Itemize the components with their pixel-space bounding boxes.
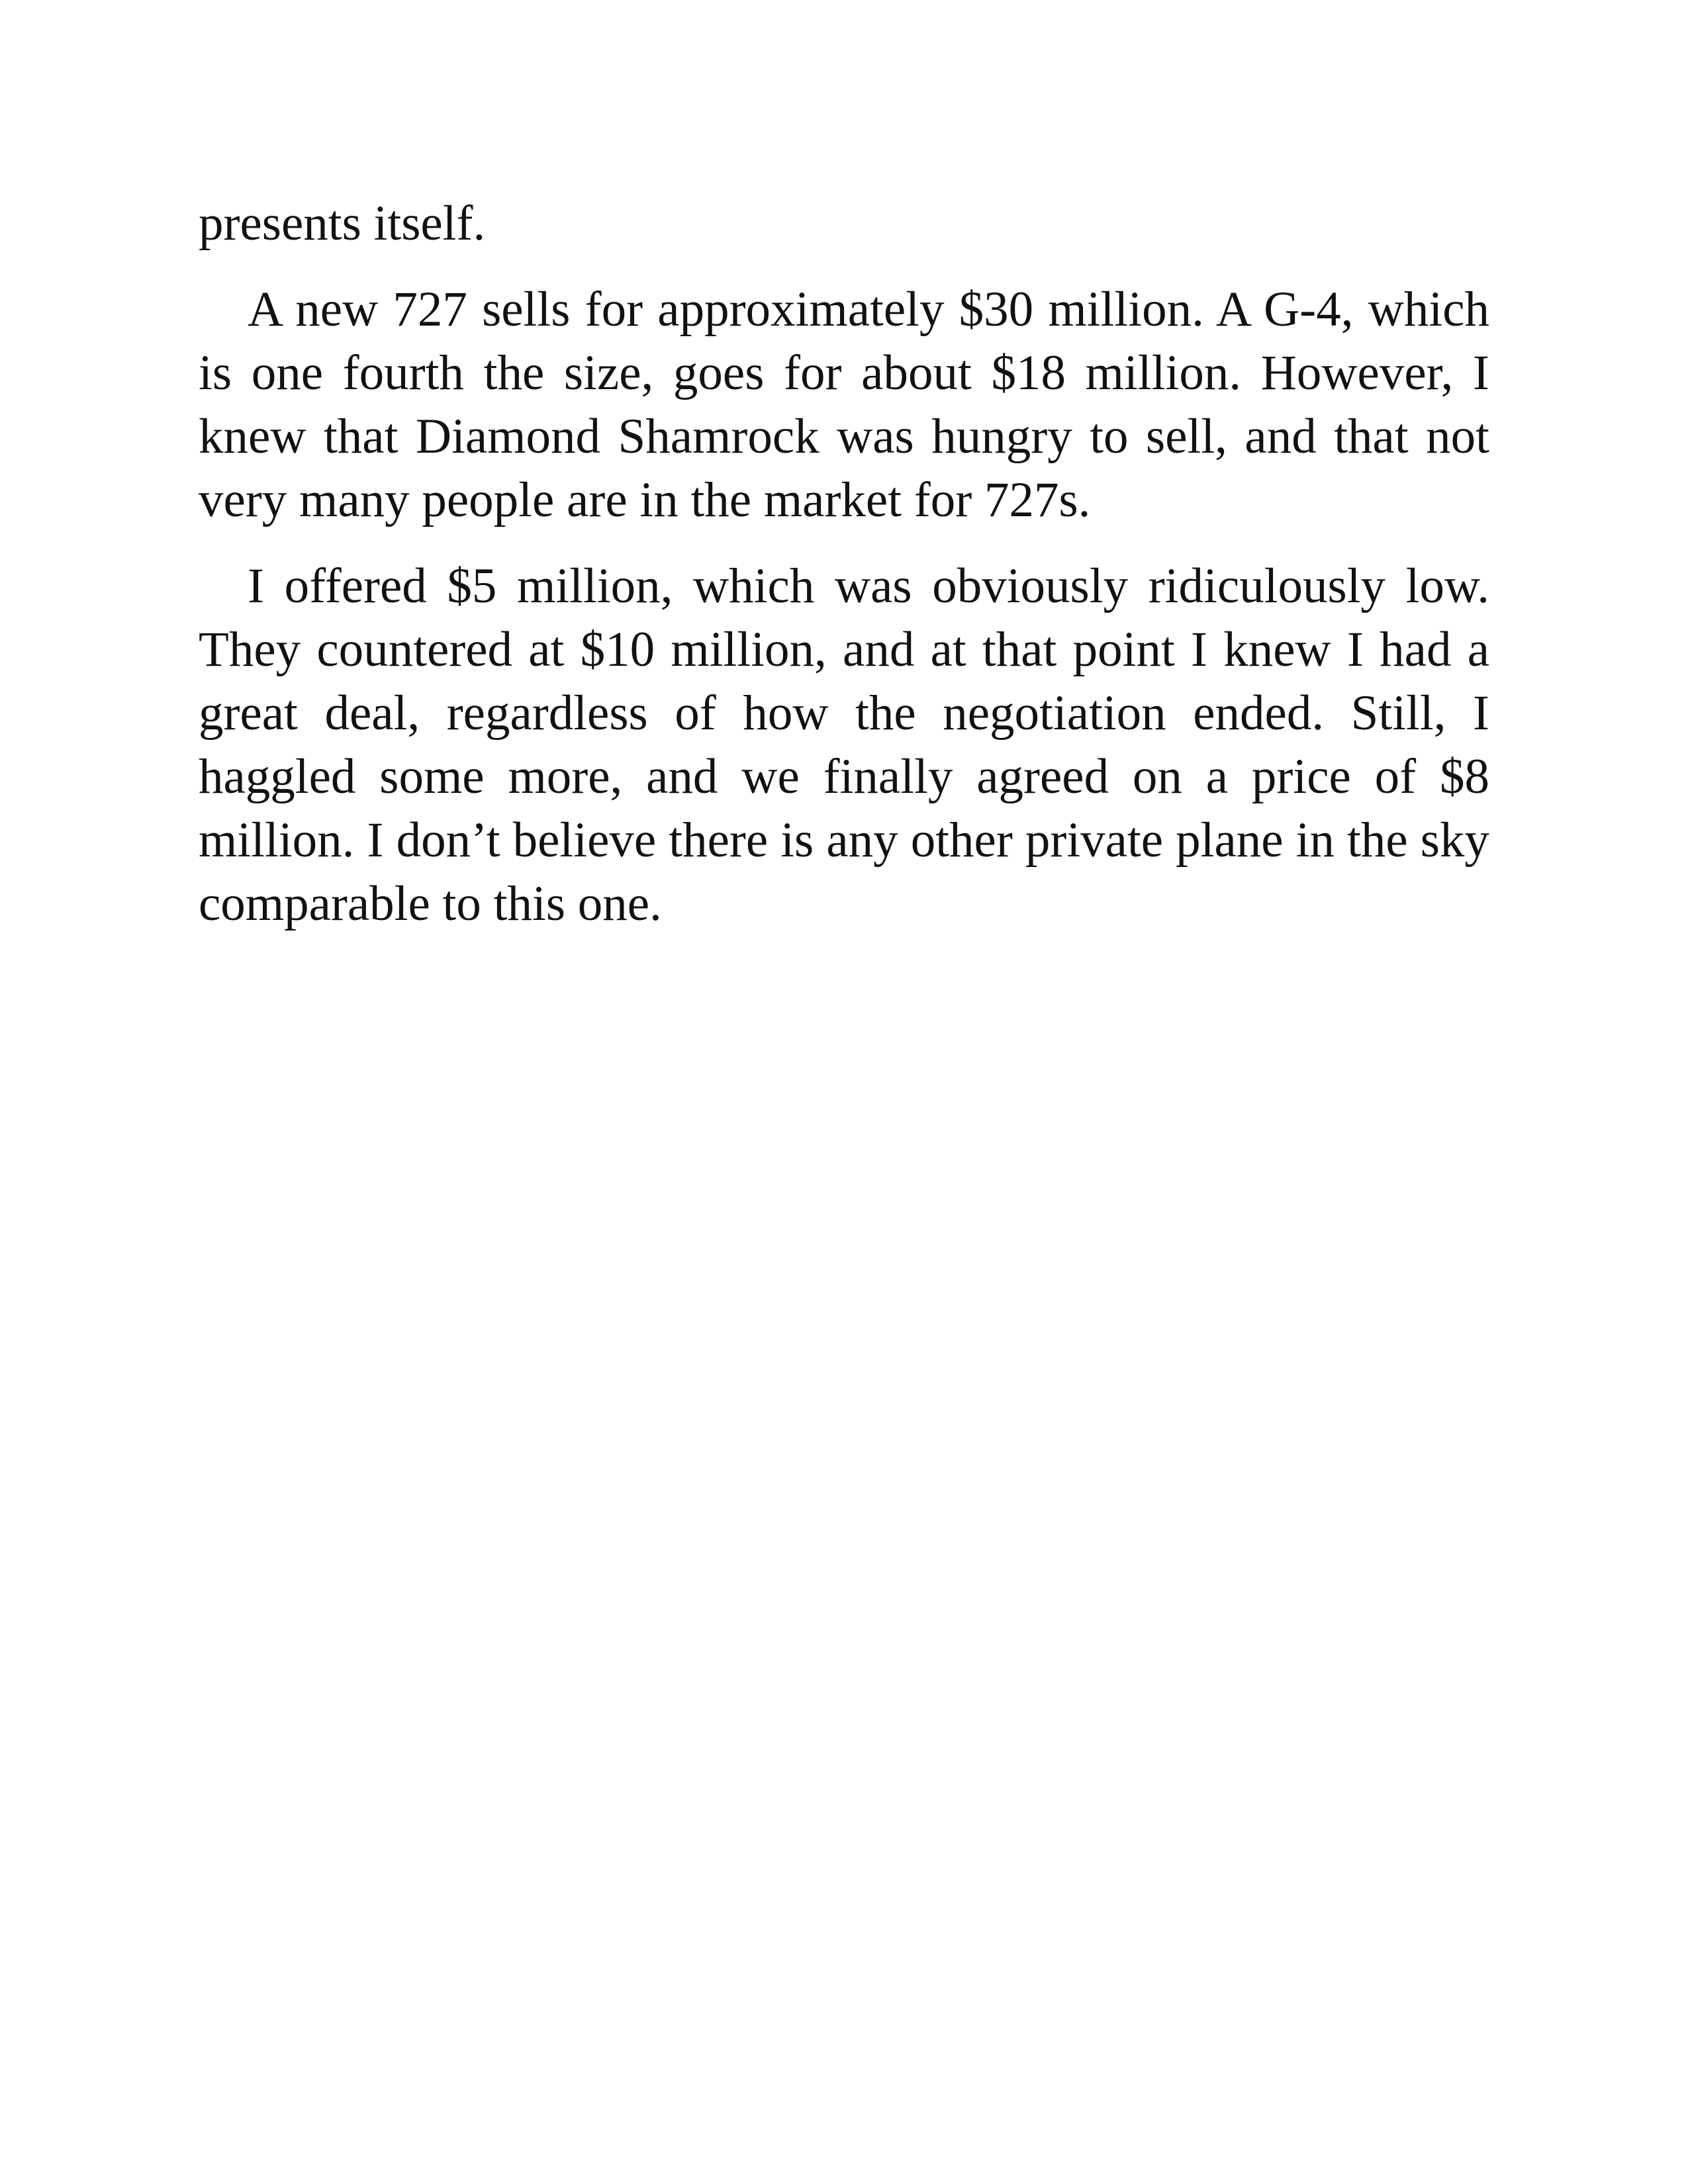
paragraph-727-price: A new 727 sells for approximately $30 million. A G-4, which is one fourth the size, goes for about $18 million. However, I knew that Diamond Shamrock was hungry to sell, and that not very many people are in the market for 727s. <box>199 282 1489 527</box>
body-text <box>199 192 1489 958</box>
paragraph-negotiation: I offered $5 million, which was obviously ridiculously low. They countered at $10 million, and at that point I knew I had a great deal, regardless of how the negotiation ended. Still, I haggled some more, and we finally agreed on a price of $8 million. I don’t believe there is any other private plane in the sky comparable to this one. <box>199 559 1489 931</box>
paragraph-continued: presents itself. <box>199 196 486 251</box>
